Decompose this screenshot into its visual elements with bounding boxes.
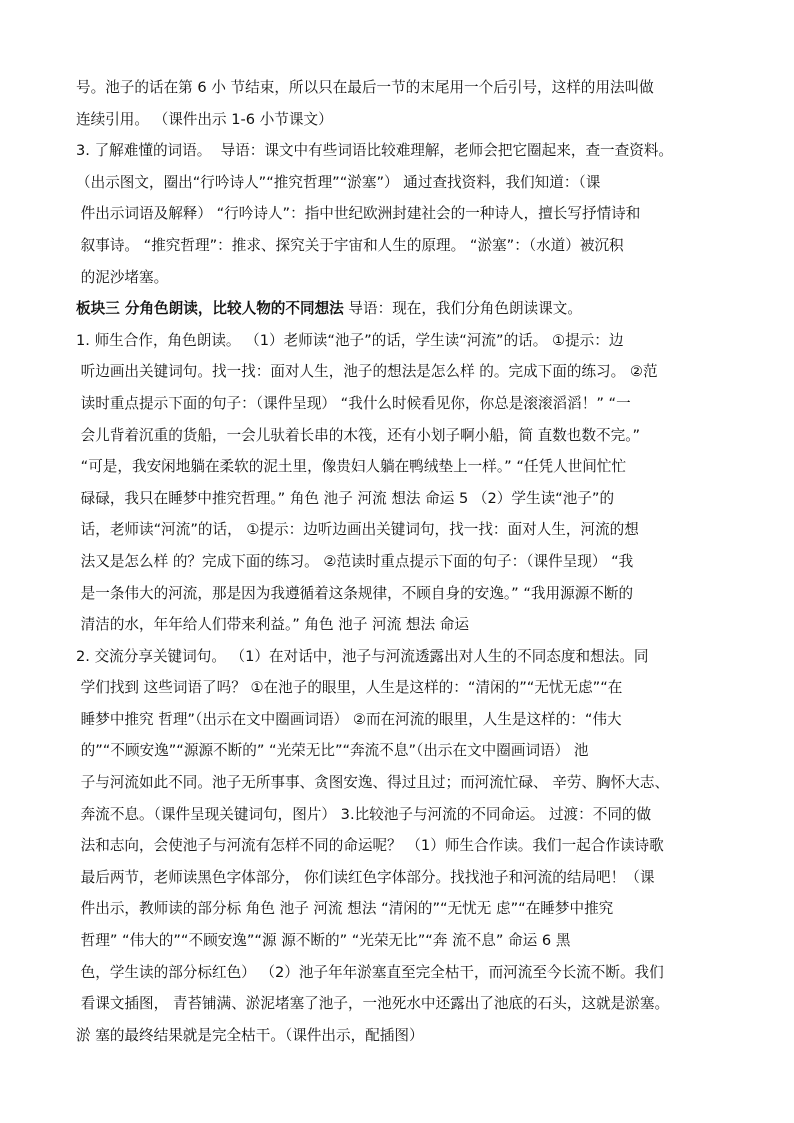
text-line: 学们找到 这些词语了吗？ ①在池子的眼里，人生是这样的：“清闲的”“无忧无虑”“在 (76, 679, 623, 697)
text-line: 话，老师读“河流”的话， ①提示：边听边画出关键词句，找一找：面对人生，河流的想 (76, 521, 639, 539)
text-line: 子与河流如此不同。池子无所事事、贪图安逸、得过且过；而河流忙碌、 辛劳、胸怀大志、 (76, 774, 670, 792)
text-line: 淤 塞的最终结果就是完全枯干。（课件出示，配插图） (76, 1026, 424, 1044)
text-line: 2. 交流分享关键词句。 （1）在对话中，池子与河流透露出对人生的不同态度和想法。同 (76, 647, 649, 665)
text-line: 读时重点提示下面的句子：（课件呈现） “我什么时候看见你，你总是滚滚滔滔！” “一 (76, 394, 631, 412)
text-line: 1. 师生合作，角色朗读。 （1）老师读“池子”的话，学生读“河流”的话。 ①提示：边 (76, 331, 624, 349)
text-line: 号。池子的话在第 6 小 节结束，所以只在最后一节的末尾用一个后引号，这样的用法叫做 (76, 79, 654, 96)
document-body (76, 72, 736, 1051)
text-line: 法和志向，会使池子与河流有怎样不同的命运呢？ （1）师生合作读。我们一起合作读诗歌 (76, 837, 664, 855)
text-line: 最后两节，老师读黑色字体部分， 你们读红色字体部分。找找池子和河流的结局吧！（课 (76, 868, 655, 886)
text-line: 碌碌，我只在睡梦中推究哲理。” 角色 池子 河流 想法 命运 5 （2）学生读“池子”的 (76, 489, 615, 507)
text-line: “可是，我安闲地躺在柔软的泥土里，像贵妇人躺在鸭绒垫上一样。” “任凭人世间忙忙 (76, 458, 627, 476)
text-line: 连续引用。 （课件出示 1-6 小节课文） (76, 110, 333, 128)
text-line: 哲理” “伟大的”“不顾安逸”“源 源不断的” “光荣无比”“奔 流不息” 命运 6 黑 (76, 932, 571, 950)
text-line: 法又是怎么样 的？完成下面的练习。 ②范读时重点提示下面的句子：（课件呈现） “我 (76, 552, 634, 570)
text-line: 听边画出关键词句。找一找：面对人生，池子的想法是怎么样 的。完成下面的练习。 ②范 (76, 363, 658, 381)
text-line: 色，学生读的部分标红色） （2）池子年年淤塞直至完全枯干，而河流至今长流不断。我们 (76, 963, 664, 981)
text-line: 3. 了解难懂的词语。 导语：课文中有些词语比较难理解，老师会把它圈起来，查一查资料。 (76, 142, 674, 160)
text-line: 叙事诗。 “推究哲理”：推求、探究关于宇宙和人生的原理。 “淤塞”：（水道）被沉积 (76, 236, 624, 254)
text-line: 的”“不顾安逸”“源源不断的” “光荣无比”“奔流不息”（出示在文中圈画词语） 池 (76, 742, 589, 760)
text-line: 清洁的水，年年给人们带来利益。” 角色 池子 河流 想法 命运 (76, 616, 469, 634)
text-line: 件出示，教师读的部分标 角色 池子 河流 想法 “清闲的”“无忧无 虑”“在睡梦中推究 (76, 900, 614, 918)
section-heading: 板块三 分角色朗读，比较人物的不同想法 (76, 300, 344, 318)
text-line: 是一条伟大的河流，那是因为我遵循着这条规律，不顾自身的安逸。” “我用源源不断的 (76, 584, 634, 602)
text-line: 奔流不息。（课件呈现关键词句，图片） 3.比较池子与河流的不同命运。 过渡：不同的做 (76, 805, 652, 823)
text-line: 的泥沙堵塞。 (76, 268, 169, 286)
text-line: 睡梦中推究 哲理”（出示在文中圈画词语） ②而在河流的眼里，人生是这样的：“伟大 (76, 710, 622, 728)
text-line: 件出示词语及解释） “行吟诗人”：指中世纪欧洲封建社会的一种诗人，擅长写抒情诗和 (76, 205, 641, 223)
text-line: （出示图文，圈出“行吟诗人”“推究哲理”“淤塞”） 通过查找资料，我们知道：（课 (76, 173, 601, 191)
text-line: 看课文插图， 青苔铺满、淤泥堵塞了池子，一池死水中还露出了池底的石头，这就是淤塞。 (76, 995, 670, 1013)
section-intro: 导语：现在，我们分角色朗读课文。 (343, 300, 582, 318)
text-line: 会儿背着沉重的货船，一会儿驮着长串的木筏，还有小划子啊小船，简 直数也数不完。” (76, 426, 641, 444)
section-heading-line (76, 293, 736, 325)
